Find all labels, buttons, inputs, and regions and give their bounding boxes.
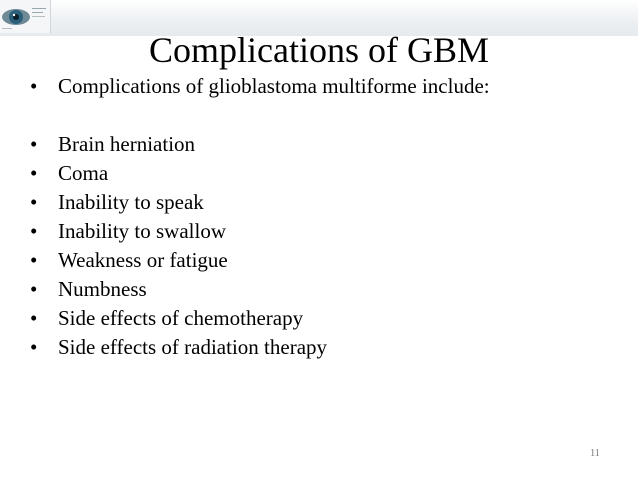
- list-item-text: Brain herniation: [58, 132, 196, 156]
- bullet-dot: •: [30, 277, 38, 301]
- list-item-text: Side effects of radiation therapy: [58, 335, 328, 359]
- bullet-dot: •: [30, 248, 38, 272]
- bullet-list: [30, 72, 490, 362]
- list-item: [30, 188, 490, 217]
- bullet-dot: •: [30, 132, 38, 156]
- list-item-text: Inability to swallow: [58, 219, 226, 243]
- list-item-text: Inability to speak: [58, 190, 204, 214]
- list-item-text: Weakness or fatigue: [58, 248, 228, 272]
- list-item: [30, 130, 490, 159]
- intro-text: Complications of glioblastoma multiforme include:: [58, 74, 490, 98]
- list-item: [30, 333, 490, 362]
- list-item-text: Numbness: [58, 277, 147, 301]
- bullet-dot: •: [30, 161, 38, 185]
- bullet-dot: •: [30, 74, 38, 98]
- intro-bullet: [30, 72, 490, 101]
- eye-logo-icon: [0, 0, 51, 33]
- list-item: [30, 275, 490, 304]
- bullet-dot: •: [30, 335, 38, 359]
- slide-title: Complications of GBM: [149, 30, 489, 70]
- bullet-dot: •: [30, 190, 38, 214]
- list-item: [30, 159, 490, 188]
- bullet-dot: •: [30, 306, 38, 330]
- list-item-text: Side effects of chemotherapy: [58, 306, 304, 330]
- bullet-dot: •: [30, 219, 38, 243]
- list-item: [30, 217, 490, 246]
- list-item-text: Coma: [58, 161, 109, 185]
- page-number: 11: [590, 448, 600, 459]
- blank-line: [30, 101, 490, 130]
- list-item: [30, 246, 490, 275]
- list-item: [30, 304, 490, 333]
